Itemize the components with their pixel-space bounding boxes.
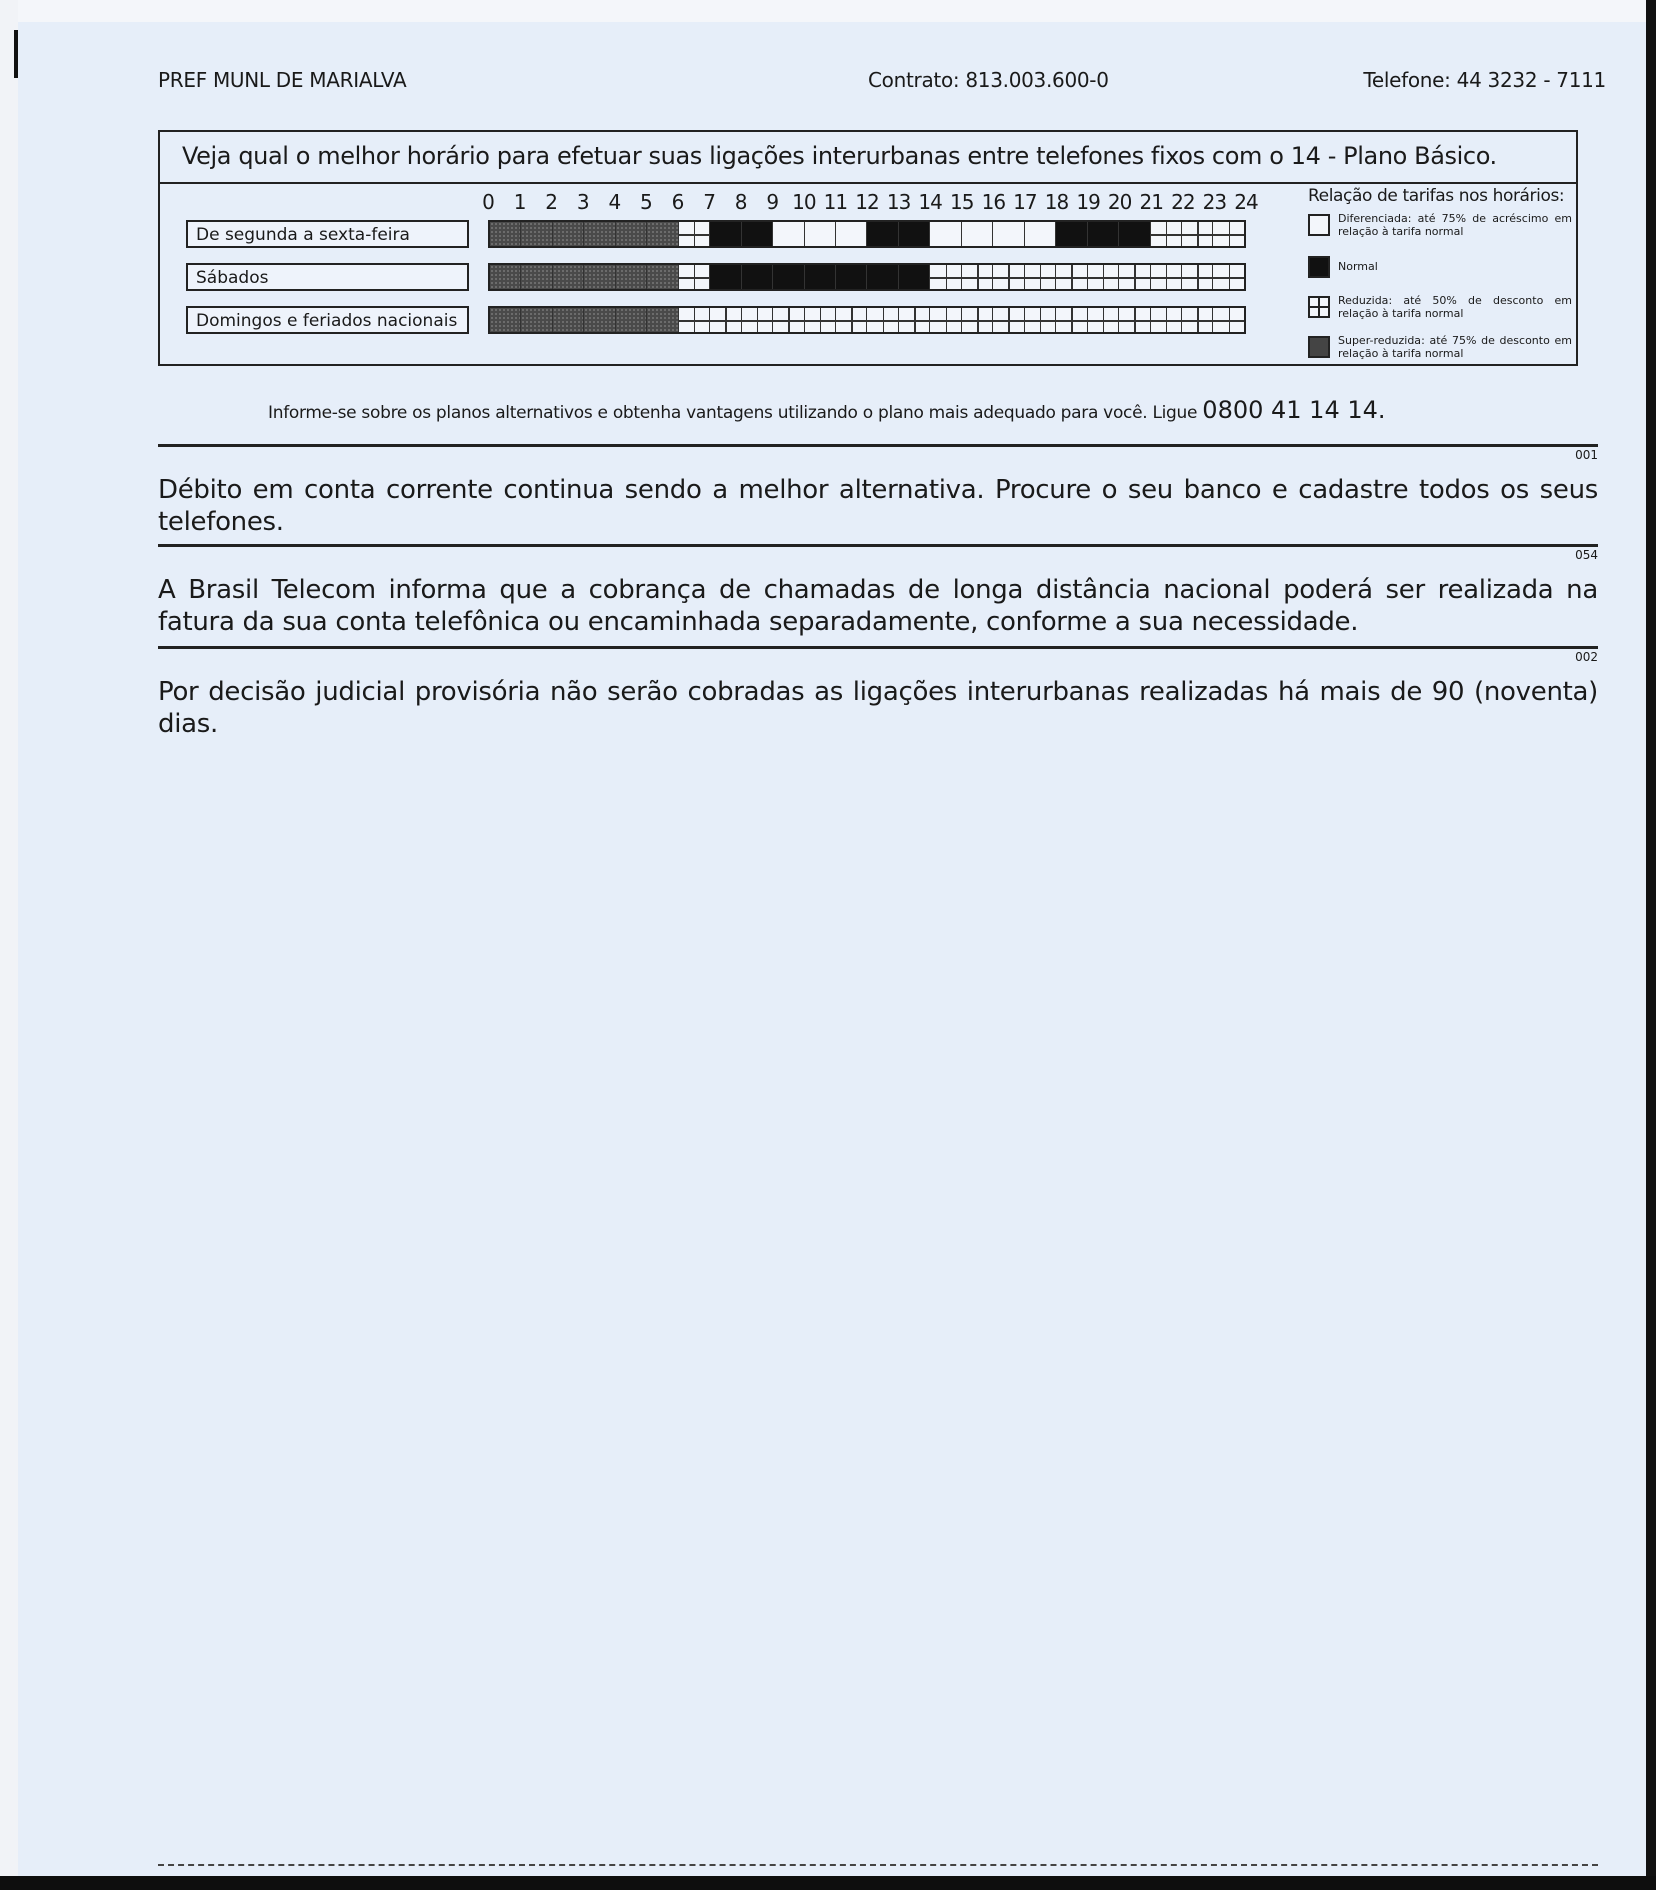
legend-title: Relação de tarifas nos horários: — [1308, 186, 1565, 206]
tariff-slot-super — [616, 222, 647, 246]
tariff-slot-red — [1088, 265, 1119, 289]
tariff-slot-dif — [930, 222, 961, 246]
tariff-slot-red — [1119, 265, 1150, 289]
hour-label: 0 — [482, 190, 494, 214]
legend-name: Super-reduzida — [1338, 334, 1422, 347]
tariff-slot-super — [584, 265, 615, 289]
tariff-slot-dif — [962, 222, 993, 246]
hour-label: 13 — [886, 190, 911, 214]
tariff-slot-super — [584, 222, 615, 246]
tariff-table — [158, 130, 1578, 366]
tariff-slot-red — [930, 265, 961, 289]
tariff-slot-normal — [1088, 222, 1119, 246]
tariff-slot-normal — [742, 222, 773, 246]
tariff-slot-red — [1213, 265, 1243, 289]
tariff-slot-red — [1119, 308, 1150, 332]
scan-bottom-border — [0, 1876, 1656, 1890]
tariff-slot-red — [805, 308, 836, 332]
tariff-slot-normal — [899, 265, 930, 289]
phone-number: Telefone: 44 3232 - 7111 — [1363, 68, 1606, 92]
row-slots-saturdays — [488, 263, 1246, 291]
legend-name: Normal — [1338, 260, 1378, 273]
divider — [158, 544, 1598, 547]
reduzida-swatch-icon — [1308, 296, 1330, 318]
message-code: 001 — [1575, 448, 1598, 462]
hour-label: 10 — [792, 190, 816, 214]
divider — [158, 646, 1598, 649]
row-slots-sundays — [488, 306, 1246, 334]
row-slots-weekdays — [488, 220, 1246, 248]
tariff-slot-normal — [1119, 222, 1150, 246]
tariff-slot-super — [490, 308, 521, 332]
tariff-slot-red — [679, 265, 710, 289]
hour-label: 18 — [1044, 190, 1069, 214]
message-judicial: Por decisão judicial provisória não serão cobradas as ligações interurbanas realizadas há mais de 90 (noventa) dias. — [158, 677, 1598, 739]
legend-name: Reduzida — [1338, 294, 1389, 307]
tariff-slot-red — [993, 308, 1024, 332]
legend-desc: : até 75% de acréscimo em relação à tarifa normal — [1338, 212, 1572, 238]
tariff-slot-super — [647, 308, 678, 332]
tariff-slot-super — [521, 308, 552, 332]
tariff-slot-normal — [805, 265, 836, 289]
row-label-sundays: Domingos e feriados nacionais — [186, 306, 469, 334]
legend-name: Diferenciada — [1338, 212, 1408, 225]
tariff-slot-red — [1056, 308, 1087, 332]
tariff-slot-red — [1056, 265, 1087, 289]
tariff-slot-super — [584, 308, 615, 332]
tariff-slot-red — [710, 308, 741, 332]
tariff-slot-normal — [867, 222, 898, 246]
plans-info — [268, 396, 1386, 424]
hour-label: 15 — [950, 190, 974, 214]
tariff-slot-red — [1182, 308, 1213, 332]
tariff-slot-normal — [867, 265, 898, 289]
hour-label: 19 — [1076, 190, 1100, 214]
tariff-slot-red — [742, 308, 773, 332]
support-phone: 0800 41 14 14. — [1202, 396, 1386, 424]
tariff-slot-dif — [993, 222, 1024, 246]
tariff-slot-super — [521, 222, 552, 246]
hour-label: 11 — [823, 190, 848, 214]
tariff-slot-red — [1025, 308, 1056, 332]
tariff-slot-super — [616, 265, 647, 289]
tariff-slot-red — [867, 308, 898, 332]
plans-info-text: Informe-se sobre os planos alternativos e obtenha vantagens utilizando o plano mais adequado para você. Ligue — [268, 403, 1203, 423]
tariff-slot-red — [962, 308, 993, 332]
hour-label: 3 — [576, 190, 589, 214]
row-label-weekdays: De segunda a sexta-feira — [186, 220, 469, 248]
hour-label: 17 — [1013, 190, 1037, 214]
tariff-slot-red — [993, 265, 1024, 289]
tariff-slot-normal — [1056, 222, 1087, 246]
tariff-slot-red — [1151, 222, 1182, 246]
contract-number: Contrato: 813.003.600-0 — [868, 68, 1109, 92]
tariff-slot-super — [490, 222, 521, 246]
hour-label: 1 — [513, 190, 526, 214]
tariff-slot-red — [899, 308, 930, 332]
message-debit: Débito em conta corrente continua sendo a melhor alternativa. Procure o seu banco e cadastre todos os seus telefones. — [158, 475, 1598, 537]
hour-label: 22 — [1171, 190, 1195, 214]
tariff-slot-super — [647, 265, 678, 289]
hour-label: 23 — [1202, 190, 1227, 214]
hour-label: 4 — [608, 190, 621, 214]
bill-page — [18, 22, 1646, 1876]
tariff-slot-super — [553, 222, 584, 246]
hour-label: 24 — [1234, 190, 1258, 214]
hour-label: 16 — [981, 190, 1006, 214]
hour-label: 6 — [671, 190, 684, 214]
tariff-slot-red — [836, 308, 867, 332]
tariff-slot-red — [930, 308, 961, 332]
message-code: 054 — [1575, 548, 1598, 562]
tariff-slot-red — [679, 308, 710, 332]
tear-line — [158, 1864, 1598, 1866]
legend-desc: : até 75% de desconto em relação à tarifa normal — [1338, 334, 1572, 360]
divider — [158, 444, 1598, 447]
tariff-title: Veja qual o melhor horário para efetuar suas ligações interurbanas entre telefones fixos com o 14 - Plano Básico. — [160, 132, 1576, 184]
hour-label: 12 — [855, 190, 879, 214]
diferenciada-swatch-icon — [1308, 214, 1330, 236]
hour-label: 5 — [640, 190, 652, 214]
tariff-legend — [1308, 184, 1572, 360]
tariff-slot-red — [1088, 308, 1119, 332]
tariff-slot-red — [1182, 265, 1213, 289]
customer-name: PREF MUNL DE MARIALVA — [158, 68, 407, 92]
tariff-slot-normal — [836, 265, 867, 289]
tariff-slot-red — [1182, 222, 1213, 246]
tariff-slot-super — [490, 265, 521, 289]
row-label-saturdays: Sábados — [186, 263, 469, 291]
tariff-slot-red — [1213, 222, 1243, 246]
tariff-slot-super — [616, 308, 647, 332]
tariff-slot-dif — [836, 222, 867, 246]
paper-top-edge — [0, 0, 1656, 22]
hour-label: 21 — [1139, 190, 1163, 214]
hour-label: 9 — [766, 190, 779, 214]
normal-swatch-icon — [1308, 256, 1330, 278]
tariff-slot-super — [553, 265, 584, 289]
tariff-slot-red — [773, 308, 804, 332]
tariff-slot-normal — [710, 222, 741, 246]
scan-right-border — [1646, 0, 1656, 1890]
legend-desc: : até 50% de desconto em relação à tarifa normal — [1338, 294, 1572, 320]
paper-left-edge — [0, 0, 18, 1890]
super-reduzida-swatch-icon — [1308, 336, 1330, 358]
tariff-slot-red — [679, 222, 710, 246]
tariff-slot-super — [647, 222, 678, 246]
tariff-slot-normal — [742, 265, 773, 289]
tariff-slot-dif — [805, 222, 836, 246]
tariff-slot-super — [553, 308, 584, 332]
tariff-slot-normal — [899, 222, 930, 246]
tariff-slot-red — [1025, 265, 1056, 289]
tariff-slot-normal — [710, 265, 741, 289]
tariff-slot-red — [962, 265, 993, 289]
tariff-slot-red — [1213, 308, 1243, 332]
tariff-slot-red — [1151, 265, 1182, 289]
hour-label: 8 — [734, 190, 747, 214]
message-long-distance: A Brasil Telecom informa que a cobrança de chamadas de longa distância nacional poderá ser realizada na fatura da sua conta telefônica ou encaminhada separadamente, conforme a sua necessidade. — [158, 575, 1598, 637]
tariff-slot-dif — [773, 222, 804, 246]
tariff-slot-normal — [773, 265, 804, 289]
tariff-slot-super — [521, 265, 552, 289]
hour-label: 14 — [918, 190, 942, 214]
tariff-slot-dif — [1025, 222, 1056, 246]
hour-label: 20 — [1107, 190, 1132, 214]
hour-label: 7 — [703, 190, 715, 214]
message-code: 002 — [1575, 650, 1598, 664]
tariff-slot-red — [1151, 308, 1182, 332]
hour-label: 2 — [545, 190, 558, 214]
